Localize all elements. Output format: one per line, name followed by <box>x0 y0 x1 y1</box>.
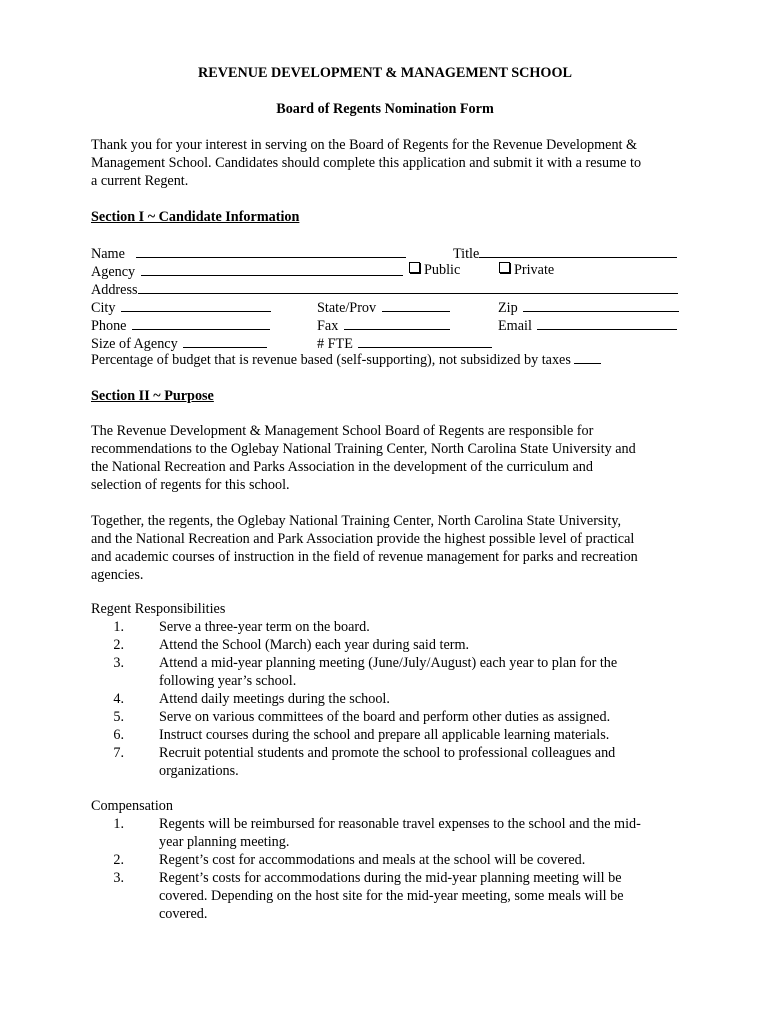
phone-label: Phone <box>91 318 127 334</box>
document-title: REVENUE DEVELOPMENT & MANAGEMENT SCHOOL <box>198 65 572 81</box>
list-number: 3. <box>113 870 124 886</box>
list-number: 7. <box>113 745 124 761</box>
list-number: 2. <box>113 637 124 653</box>
state-field[interactable] <box>382 297 450 312</box>
list-item-continuation: covered. <box>159 906 208 922</box>
name-label: Name <box>91 246 125 262</box>
purpose-line: selection of regents for this school. <box>91 477 290 493</box>
list-number: 3. <box>113 655 124 671</box>
zip-row <box>498 297 679 317</box>
list-item: Serve a three-year term on the board. <box>159 619 370 635</box>
list-number: 1. <box>113 816 124 832</box>
list-number: 6. <box>113 727 124 743</box>
name-field[interactable] <box>136 243 406 258</box>
list-item: Attend the School (March) each year during said term. <box>159 637 470 653</box>
zip-field[interactable] <box>523 297 679 312</box>
private-option[interactable] <box>499 261 554 279</box>
email-field[interactable] <box>537 315 677 330</box>
address-field[interactable] <box>138 279 678 294</box>
list-item: Attend daily meetings during the school. <box>159 691 390 707</box>
state-row <box>317 297 450 317</box>
private-checkbox[interactable] <box>499 262 510 273</box>
purpose-line: and the National Recreation and Park Association provide the highest possible level of practical <box>91 531 635 547</box>
email-label: Email <box>498 318 532 334</box>
private-label: Private <box>514 262 555 278</box>
agency-size-field[interactable] <box>183 333 267 348</box>
list-item: Instruct courses during the school and prepare all applicable learning materials. <box>159 727 610 743</box>
budget-percentage-row <box>91 351 601 369</box>
list-number: 4. <box>113 691 124 707</box>
intro-paragraph <box>91 136 691 190</box>
title-row <box>453 243 677 263</box>
list-item-continuation: covered. Depending on the host site for the mid-year meeting, some meals will be <box>159 888 624 904</box>
list-item-continuation: year planning meeting. <box>159 834 290 850</box>
intro-line: Management School. Candidates should complete this application and submit it with a resume to <box>91 155 642 171</box>
agency-label: Agency <box>91 264 136 280</box>
list-item: Regent’s costs for accommodations during the mid-year planning meeting will be <box>159 870 622 886</box>
purpose-line: Together, the regents, the Oglebay National Training Center, North Carolina State University, <box>91 513 622 529</box>
responsibilities-heading: Regent Responsibilities <box>91 601 226 617</box>
purpose-line: recommendations to the Oglebay National Training Center, North Carolina State University and <box>91 441 636 457</box>
list-number: 2. <box>113 852 124 868</box>
compensation-heading: Compensation <box>91 798 173 814</box>
list-item: Recruit potential students and promote the school to professional colleagues and <box>159 745 616 761</box>
list-item-continuation: following year’s school. <box>159 673 297 689</box>
list-item: Attend a mid-year planning meeting (June/July/August) each year to plan for the <box>159 655 618 671</box>
title-label: Title <box>453 246 480 262</box>
purpose-line: and academic courses of instruction in the field of revenue management for parks and recreation <box>91 549 638 565</box>
fax-row <box>317 315 450 335</box>
list-item: Serve on various committees of the board and perform other duties as assigned. <box>159 709 611 725</box>
budget-percentage-field[interactable] <box>574 351 601 364</box>
fax-label: Fax <box>317 318 339 334</box>
intro-line: Thank you for your interest in serving on the Board of Regents for the Revenue Development & <box>91 137 638 153</box>
form-subtitle: Board of Regents Nomination Form <box>276 101 494 117</box>
purpose-line: agencies. <box>91 567 144 583</box>
fte-field[interactable] <box>358 333 492 348</box>
fte-row <box>317 333 492 353</box>
purpose-paragraph-1 <box>91 422 691 494</box>
title-field[interactable] <box>479 243 677 258</box>
fax-field[interactable] <box>344 315 450 330</box>
email-row <box>498 315 677 335</box>
intro-line: a current Regent. <box>91 173 189 189</box>
zip-label: Zip <box>498 300 518 316</box>
agency-size-label: Size of Agency <box>91 336 178 352</box>
phone-row <box>91 315 270 335</box>
address-row <box>91 279 678 299</box>
state-label: State/Prov <box>317 300 377 316</box>
public-label: Public <box>424 262 461 278</box>
address-label: Address <box>91 282 138 298</box>
city-label: City <box>91 300 116 316</box>
purpose-line: The Revenue Development & Management School Board of Regents are responsible for <box>91 423 594 439</box>
phone-field[interactable] <box>132 315 270 330</box>
section-2-heading: Section II ~ Purpose <box>91 388 214 404</box>
fte-label: # FTE <box>317 336 353 352</box>
public-checkbox[interactable] <box>409 262 420 273</box>
section-1-heading: Section I ~ Candidate Information <box>91 209 300 225</box>
name-row <box>91 243 406 263</box>
agency-row <box>91 261 403 281</box>
list-item: Regent’s cost for accommodations and meals at the school will be covered. <box>159 852 586 868</box>
purpose-paragraph-2 <box>91 512 691 584</box>
public-option[interactable] <box>409 261 460 279</box>
agency-size-row <box>91 333 267 353</box>
budget-percentage-label: Percentage of budget that is revenue based (self-supporting), not subsidized by taxes <box>91 352 571 368</box>
list-item-continuation: organizations. <box>159 763 239 779</box>
city-field[interactable] <box>121 297 271 312</box>
list-item: Regents will be reimbursed for reasonable travel expenses to the school and the mid- <box>159 816 641 832</box>
agency-field[interactable] <box>141 261 403 276</box>
purpose-line: the National Recreation and Parks Association in the development of the curriculum and <box>91 459 593 475</box>
list-number: 5. <box>113 709 124 725</box>
list-number: 1. <box>113 619 124 635</box>
city-row <box>91 297 271 317</box>
